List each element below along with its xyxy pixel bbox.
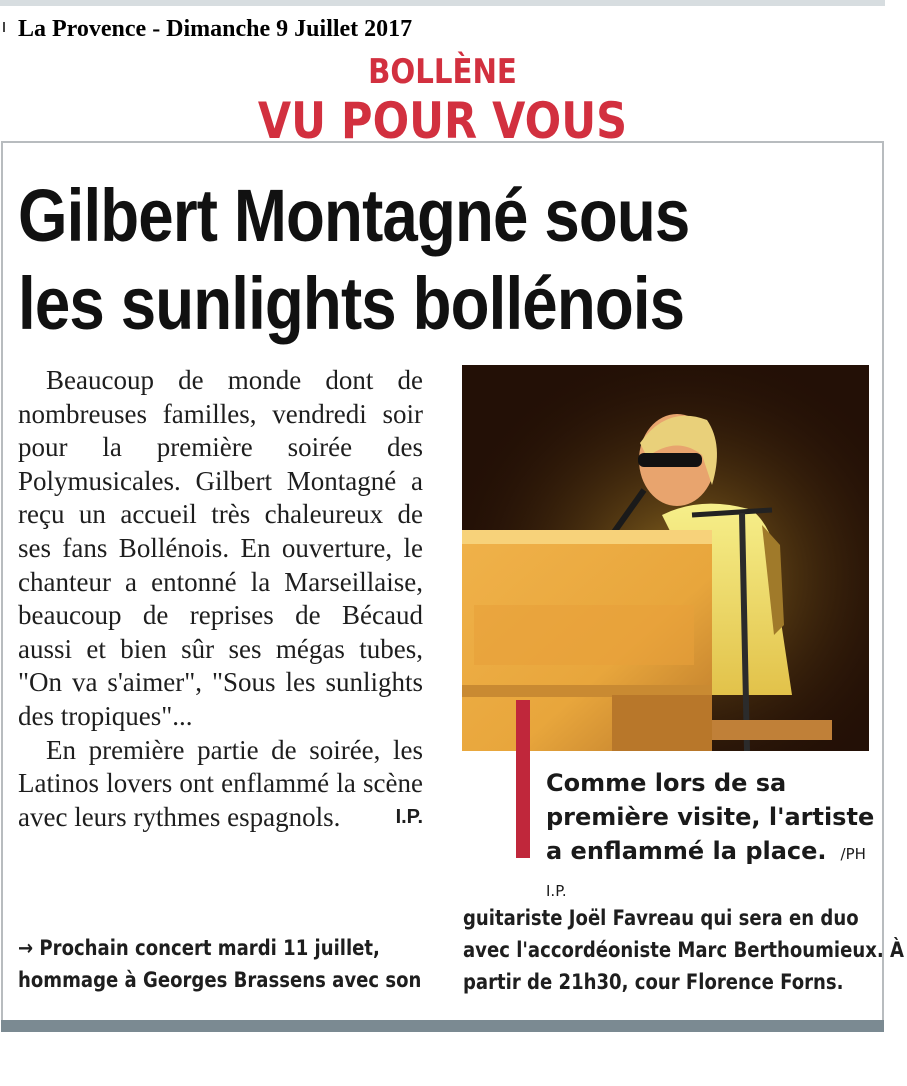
info-right-line-3: partir de 21h30, cour Florence Forns. [463, 970, 844, 994]
headline-line-1: Gilbert Montagné sous [18, 174, 690, 257]
body-paragraph-1: Beaucoup de monde dont de nombreuses familles, vendredi soir pour la première soirée des Polymusicales. Gilbert Montagné a reçu un accueil très chaleureux de ses fans Bollénois. En ouverture, le chanteur a entonné la Marseillaise, beaucoup de reprises de Bécaud aussi et bien sûr ses mégas tubes, "On va s'aimer", "Sous les sunlights des tropiques"... [18, 365, 423, 731]
headline-line-2: les sunlights bollénois [18, 262, 685, 345]
next-concert-info-right [463, 902, 904, 998]
section-town: BOLLÈNE [368, 52, 517, 92]
info-right-line-1: guitariste Joël Favreau qui sera en duo [463, 906, 859, 930]
info-right-line-2: avec l'accordéoniste Marc Berthoumieux. À [463, 938, 905, 962]
top-edge-strip [0, 0, 885, 6]
caption-accent-bar [516, 700, 530, 858]
singer-at-piano-photo [462, 365, 869, 751]
article-bottom-bar [1, 1020, 884, 1032]
info-left-line-2: hommage à Georges Brassens avec son [18, 968, 422, 992]
top-edge-mark [3, 22, 5, 32]
photo-caption [546, 766, 876, 908]
author-signature: I.P. [395, 805, 423, 828]
caption-text: Comme lors de sa première visite, l'artiste a enflammé la place. [546, 769, 875, 865]
body-paragraph-2-text: En première partie de soirée, les Latinos lovers ont enflammé la scène avec leurs rythmes espagnols. [18, 734, 423, 832]
next-concert-info-left [18, 932, 421, 996]
body-paragraph-2 [18, 734, 423, 835]
info-left-line-1: → Prochain concert mardi 11 juillet, [18, 936, 380, 960]
article-body [18, 364, 423, 834]
source-date-line: La Provence - Dimanche 9 Juillet 2017 [18, 16, 413, 42]
photo-illustration [462, 365, 869, 751]
article-headline [18, 172, 758, 348]
photo-credit: /PH I.P. [546, 845, 866, 900]
section-rubric: VU POUR VOUS [257, 92, 628, 150]
